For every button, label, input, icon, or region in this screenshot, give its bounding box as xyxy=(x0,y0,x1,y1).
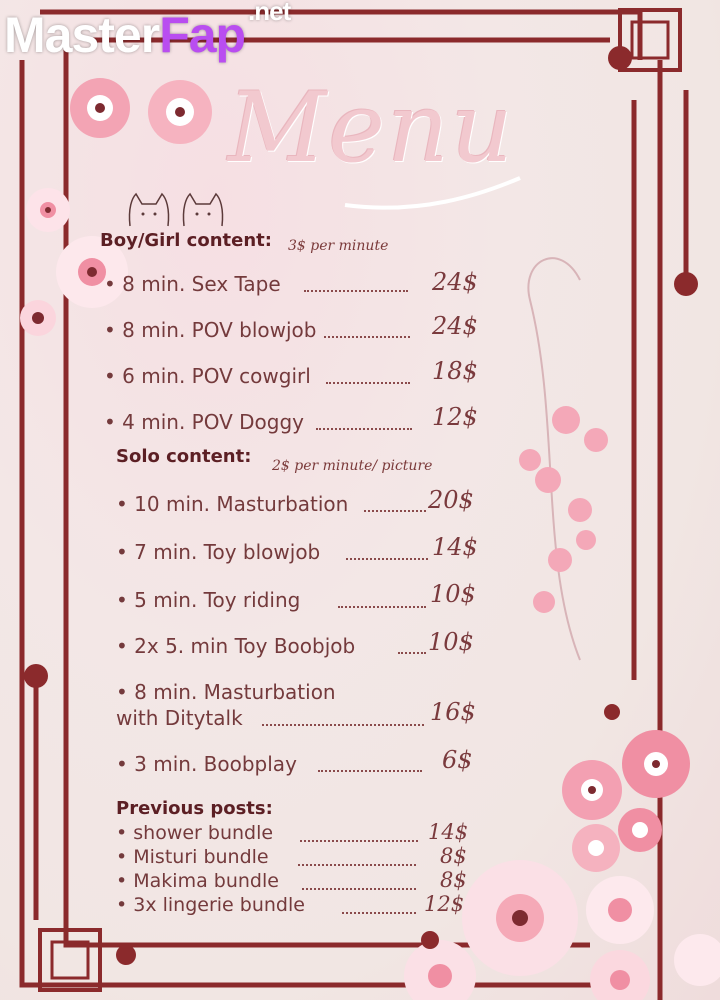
leader-dots xyxy=(326,382,410,384)
menu-item: • Makima bundle xyxy=(116,870,279,892)
leader-dots xyxy=(316,428,412,430)
leader-dots xyxy=(398,652,426,654)
leader-dots xyxy=(262,724,424,726)
watermark-fap: Fap xyxy=(159,7,246,63)
item-price: 10$ xyxy=(430,580,476,608)
leader-dots xyxy=(300,840,418,842)
item-price: 10$ xyxy=(428,628,474,656)
leader-dots xyxy=(342,912,416,914)
leader-dots xyxy=(302,888,416,890)
section-note-boy-girl: 3$ per minute xyxy=(288,238,389,254)
item-price: 14$ xyxy=(432,533,478,561)
section-heading-boy-girl: Boy/Girl content: xyxy=(100,230,272,251)
item-price: 12$ xyxy=(432,403,478,431)
section-heading-previous: Previous posts: xyxy=(116,798,273,819)
menu-item: • 7 min. Toy blowjob xyxy=(116,540,321,564)
item-price: 8$ xyxy=(440,844,467,868)
item-price: 18$ xyxy=(432,357,478,385)
leader-dots xyxy=(346,558,428,560)
section-note-solo: 2$ per minute/ picture xyxy=(272,458,433,474)
menu-item: • 8 min. Sex Tape xyxy=(104,272,281,296)
page-title: Menu xyxy=(228,72,515,184)
item-price: 24$ xyxy=(432,268,478,296)
menu-item: • 10 min. Masturbation xyxy=(116,492,349,516)
watermark-net: .net xyxy=(248,0,291,26)
item-price: 8$ xyxy=(440,868,467,892)
menu-item: • Misturi bundle xyxy=(116,846,269,868)
section-heading-solo: Solo content: xyxy=(116,446,252,467)
watermark-logo xyxy=(4,0,291,63)
menu-item: • 2x 5. min Toy Boobjob xyxy=(116,634,356,658)
menu-item: • 5 min. Toy riding xyxy=(116,588,301,612)
menu-item: • 8 min. Masturbation xyxy=(116,680,336,704)
leader-dots xyxy=(304,290,408,292)
leader-dots xyxy=(338,606,426,608)
leader-dots xyxy=(298,864,416,866)
leader-dots xyxy=(324,336,410,338)
menu-item: • 8 min. POV blowjob xyxy=(104,318,317,342)
blossom-cluster-right xyxy=(519,406,608,613)
item-price: 16$ xyxy=(430,698,476,726)
item-price: 12$ xyxy=(424,892,465,916)
menu-item-continuation: with Ditytalk xyxy=(116,706,243,730)
item-price: 24$ xyxy=(432,312,478,340)
item-price: 6$ xyxy=(442,746,473,774)
menu-item: • 3 min. Boobplay xyxy=(116,752,297,776)
cat-faces-icon xyxy=(126,192,226,230)
menu-item: • 4 min. POV Doggy xyxy=(104,410,305,434)
menu-item: • 3x lingerie bundle xyxy=(116,894,305,916)
watermark-master: Master xyxy=(4,7,160,63)
item-price: 14$ xyxy=(428,820,469,844)
menu-item: • shower bundle xyxy=(116,822,274,844)
menu-item: • 6 min. POV cowgirl xyxy=(104,364,311,388)
leader-dots xyxy=(318,770,422,772)
item-price: 20$ xyxy=(428,486,474,514)
leader-dots xyxy=(364,510,426,512)
